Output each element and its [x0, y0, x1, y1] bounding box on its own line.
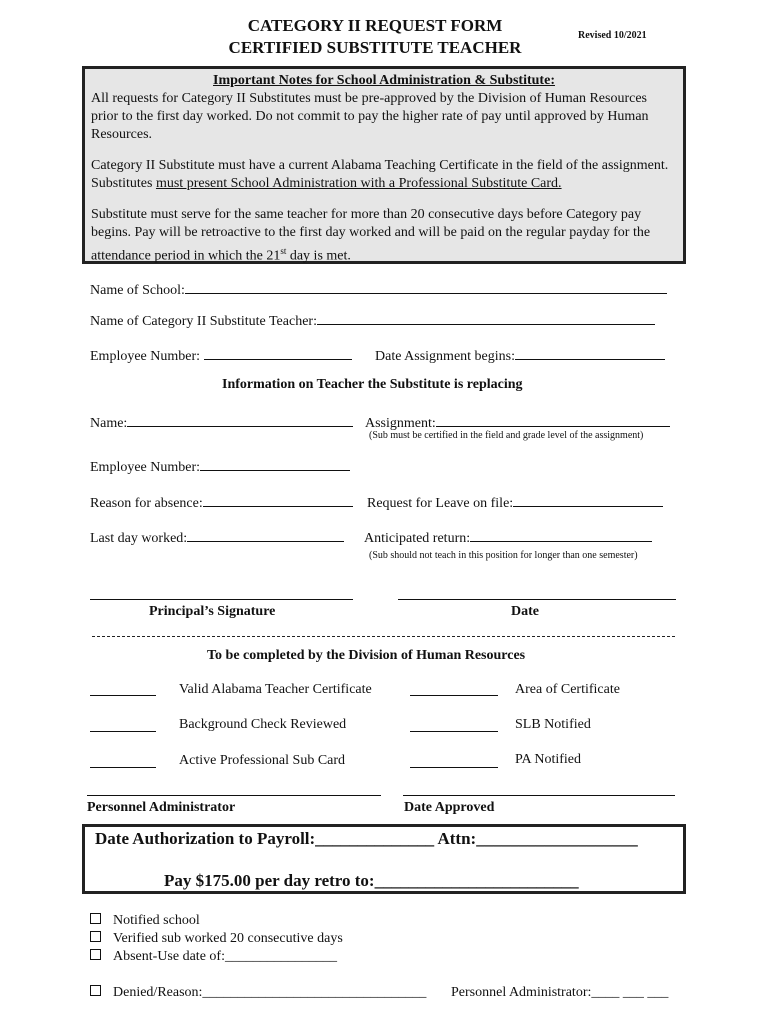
leave-label: Request for Leave on file:	[367, 496, 514, 511]
replaced-employee-number-input-line[interactable]	[200, 456, 350, 471]
principal-signature-label: Principal’s Signature	[149, 604, 276, 619]
background-label: Background Check Reviewed	[179, 717, 347, 732]
form-title: CATEGORY II REQUEST FORM	[247, 16, 503, 35]
verified-sub-label: Verified sub worked 20 consecutive days	[113, 931, 343, 946]
replaced-name-label: Name:	[90, 416, 128, 431]
assignment-field	[365, 412, 670, 432]
last-day-input-line[interactable]	[187, 527, 344, 542]
semester-note: (Sub should not teach in this position for longer than one semester)	[369, 550, 638, 561]
important-notes-box	[82, 66, 686, 264]
assignment-input-line[interactable]	[436, 412, 670, 427]
employee-number-input-line[interactable]	[204, 345, 352, 360]
checklist-item	[90, 949, 337, 965]
date-approved-label: Date Approved	[404, 800, 495, 815]
notes-paragraph-3-text: Substitute must serve for the same teacher for more than 20 consecutive days before Category pay begins. Pay will be retroactive to the first day worked and will be paid on the regular payday for the attendance period in which the 21	[91, 207, 651, 264]
checklist-item	[90, 913, 200, 929]
principal-signature-line[interactable]	[90, 599, 353, 600]
employee-number-field	[90, 345, 352, 365]
personnel-admin-label: Personnel Administrator	[87, 800, 236, 815]
replaced-employee-number-label: Employee Number:	[90, 460, 201, 475]
denied-checkbox[interactable]	[90, 985, 101, 996]
checklist-item	[90, 931, 343, 947]
date-begins-field	[375, 345, 665, 365]
replaced-name-field	[90, 412, 353, 432]
slb-check-line[interactable]	[410, 731, 498, 732]
certificate-check-line[interactable]	[90, 695, 156, 696]
anticipated-return-field	[364, 527, 652, 547]
reason-input-line[interactable]	[203, 492, 353, 507]
notes-paragraph-2-text: Category II Substitute must have a current Alabama Teaching Certificate in the field of the assignment. Substitutes	[91, 158, 669, 191]
payroll-box	[82, 824, 686, 894]
denied-label: Denied/Reason:________________________________	[113, 985, 427, 1000]
pa-check-line[interactable]	[410, 767, 498, 768]
sub-teacher-label: Name of Category II Substitute Teacher:	[90, 314, 317, 329]
assignment-label: Assignment:	[365, 416, 436, 431]
assignment-note: (Sub must be certified in the field and grade level of the assignment)	[369, 430, 644, 441]
notified-school-label: Notified school	[113, 913, 200, 928]
anticipated-return-input-line[interactable]	[470, 527, 652, 542]
section-divider	[92, 636, 675, 637]
verified-sub-checkbox[interactable]	[90, 931, 101, 942]
denied-admin-label: Personnel Administrator:____ ___ ___	[451, 985, 669, 1000]
notes-paragraph-2-underlined: must present School Administration with a Professional Substitute Card.	[155, 176, 562, 191]
principal-date-line[interactable]	[398, 599, 676, 600]
reason-label: Reason for absence:	[90, 496, 203, 511]
replacing-heading: Information on Teacher the Substitute is replacing	[222, 377, 523, 392]
last-day-field	[90, 527, 344, 547]
form-subtitle: CERTIFIED SUBSTITUTE TEACHER	[228, 38, 522, 57]
date-approved-line[interactable]	[403, 795, 675, 796]
notes-paragraph-3-end: day is met.	[286, 248, 351, 264]
certificate-label: Valid Alabama Teacher Certificate	[179, 682, 372, 697]
sub-teacher-field	[90, 310, 655, 330]
last-day-label: Last day worked:	[90, 531, 188, 546]
notes-paragraph-3-sup: st	[280, 246, 287, 256]
school-label: Name of School:	[90, 283, 185, 298]
payroll-pay-rate: Pay $175.00 per day retro to:________________________	[164, 871, 579, 890]
pa-label: PA Notified	[515, 752, 581, 767]
school-field	[90, 279, 667, 299]
sub-card-check-line[interactable]	[90, 767, 156, 768]
payroll-authorization: Date Authorization to Payroll:______________ Attn:___________________	[95, 829, 638, 848]
sub-card-label: Active Professional Sub Card	[179, 753, 346, 768]
area-label: Area of Certificate	[515, 682, 620, 697]
notes-paragraph-3	[91, 206, 677, 266]
notes-heading: Important Notes for School Administration & Substitute:	[213, 73, 555, 88]
leave-input-line[interactable]	[513, 492, 663, 507]
absent-use-label: Absent-Use date of:________________	[113, 949, 337, 964]
checklist-item	[90, 985, 426, 1001]
replaced-name-input-line[interactable]	[127, 412, 353, 427]
revision-date: Revised 10/2021	[578, 30, 647, 41]
school-input-line[interactable]	[185, 279, 667, 294]
date-begins-input-line[interactable]	[515, 345, 665, 360]
notified-school-checkbox[interactable]	[90, 913, 101, 924]
anticipated-return-label: Anticipated return:	[364, 531, 471, 546]
hr-heading: To be completed by the Division of Human Resources	[207, 648, 526, 663]
notes-paragraph-1: All requests for Category II Substitutes must be pre-approved by the Division of Human Resources prior to the first day worked. Do not commit to pay the higher rate of pay until approved by Human Resources.	[91, 91, 649, 142]
slb-label: SLB Notified	[515, 717, 591, 732]
absent-use-checkbox[interactable]	[90, 949, 101, 960]
background-check-line[interactable]	[90, 731, 156, 732]
personnel-admin-line[interactable]	[87, 795, 381, 796]
reason-field	[90, 492, 353, 512]
area-check-line[interactable]	[410, 695, 498, 696]
principal-date-label: Date	[511, 604, 539, 619]
leave-field	[367, 492, 663, 512]
notes-paragraph-2	[91, 157, 677, 193]
replaced-employee-number-field	[90, 456, 350, 476]
sub-teacher-input-line[interactable]	[317, 310, 655, 325]
employee-number-label: Employee Number:	[90, 349, 201, 364]
date-begins-label: Date Assignment begins:	[375, 349, 515, 364]
